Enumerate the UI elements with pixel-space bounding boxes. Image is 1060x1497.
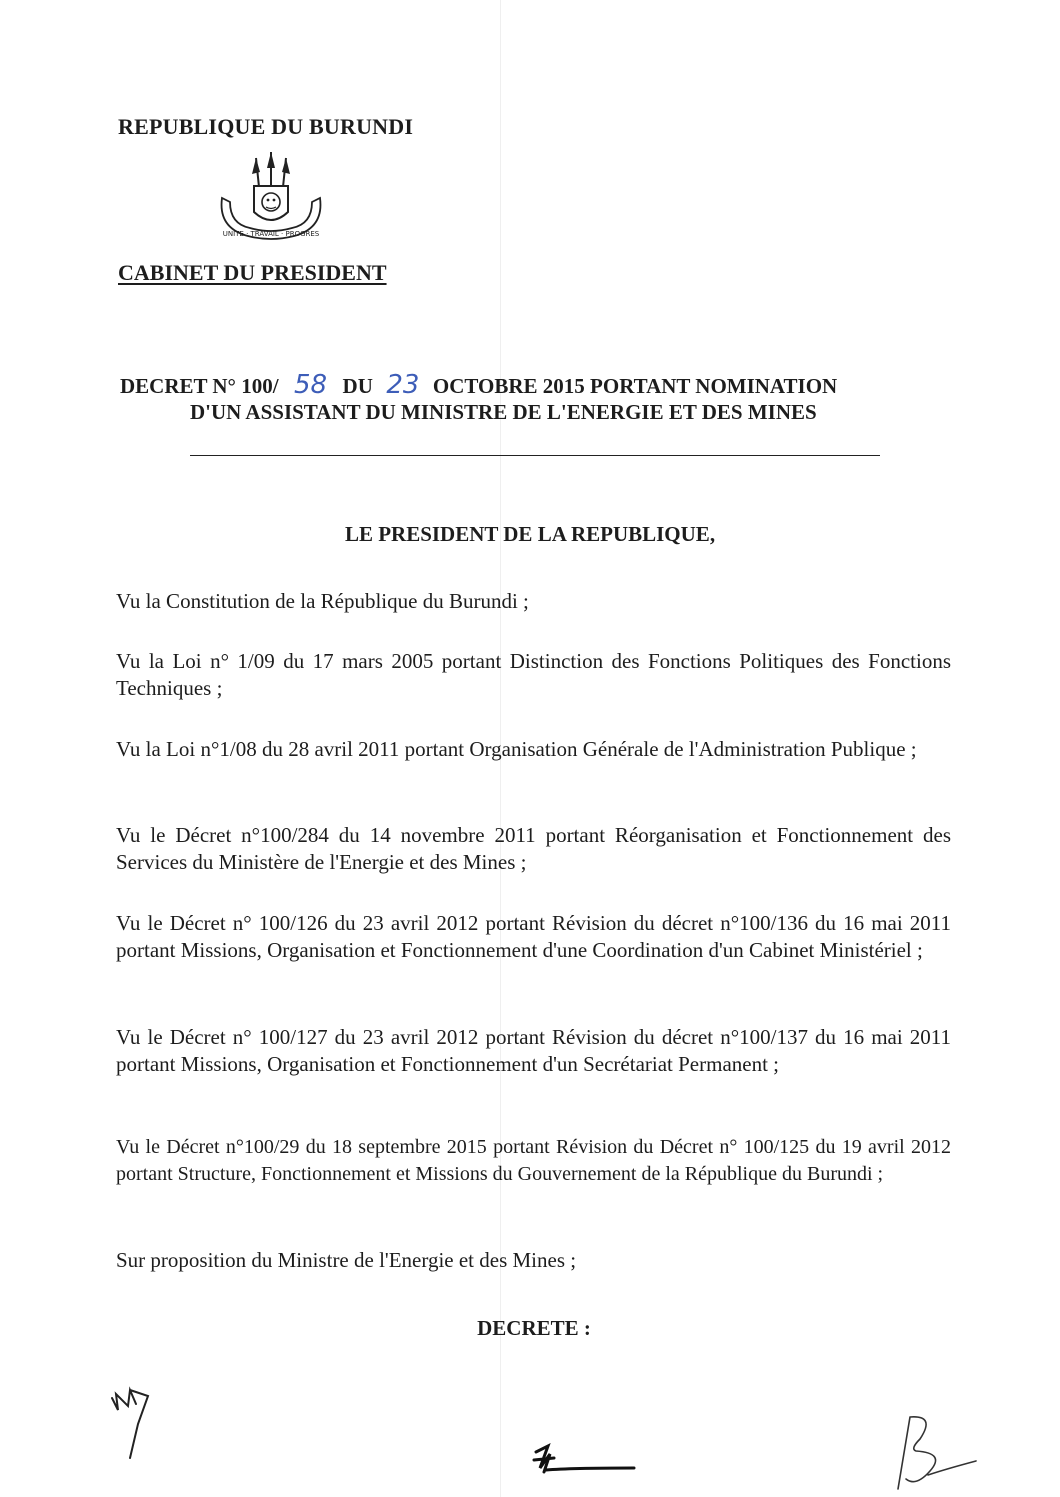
paragraph-decret-100-127: Vu le Décret n° 100/127 du 23 avril 2012 portant Révision du décret n°100/137 du 16 mai 2011 portant Missions, Organisation et Fonctionnement d'un Secrétariat Permanent ; xyxy=(116,1025,951,1076)
paragraph-constitution: Vu la Constitution de la République du Burundi ; xyxy=(116,589,529,613)
initials-signature-left xyxy=(108,1384,162,1464)
decree-title-line2: D'UN ASSISTANT DU MINISTRE DE L'ENERGIE ET DES MINES xyxy=(190,400,817,424)
country-heading: REPUBLIQUE DU BURUNDI xyxy=(118,114,414,139)
president-heading: LE PRESIDENT DE LA REPUBLIQUE, xyxy=(344,522,716,546)
decree-title-line1 xyxy=(120,370,970,400)
initials-signature-middle xyxy=(530,1438,640,1478)
paragraph-decret-100-284: Vu le Décret n°100/284 du 14 novembre 2011 portant Réorganisation et Fonctionnement des Services du Ministère de l'Energie et des Mines ; xyxy=(116,823,951,874)
paragraph-decret-100-126: Vu le Décret n° 100/126 du 23 avril 2012 portant Révision du décret n°100/136 du 16 mai 2011 portant Missions, Organisation et Fonctionnement d'une Coordination d'un Cabinet Ministériel ; xyxy=(116,911,951,962)
paragraph-loi-1-09: Vu la Loi n° 1/09 du 17 mars 2005 portant Distinction des Fonctions Politiques des Fonctions Techniques ; xyxy=(116,649,951,700)
decree-title-prefix: DECRET N° 100/ xyxy=(120,374,279,398)
initials-signature-right xyxy=(876,1405,986,1495)
paragraph-decret-100-29: Vu le Décret n°100/29 du 18 septembre 2015 portant Révision du Décret n° 100/125 du 19 avril 2012 portant Structure, Fonctionnement et Missions du Gouvernement de la République du Burundi ; xyxy=(116,1136,951,1185)
emblem-motto: UNITE · TRAVAIL · PROGRES xyxy=(222,230,320,238)
title-underline xyxy=(190,455,880,456)
decree-title-du: DU xyxy=(342,374,373,398)
handwritten-day: 23 xyxy=(386,370,420,400)
decrete-heading: DECRETE : xyxy=(477,1316,591,1340)
paragraph-proposition: Sur proposition du Ministre de l'Energie et des Mines ; xyxy=(116,1248,577,1272)
office-heading: CABINET DU PRESIDENT xyxy=(118,260,387,285)
decree-title-rest: OCTOBRE 2015 PORTANT NOMINATION xyxy=(432,374,838,398)
handwritten-decree-number: 58 xyxy=(294,370,328,400)
paragraph-loi-1-08: Vu la Loi n°1/08 du 28 avril 2011 portant Organisation Générale de l'Administration Publique ; xyxy=(116,737,917,761)
coat-of-arms-emblem xyxy=(208,150,334,254)
